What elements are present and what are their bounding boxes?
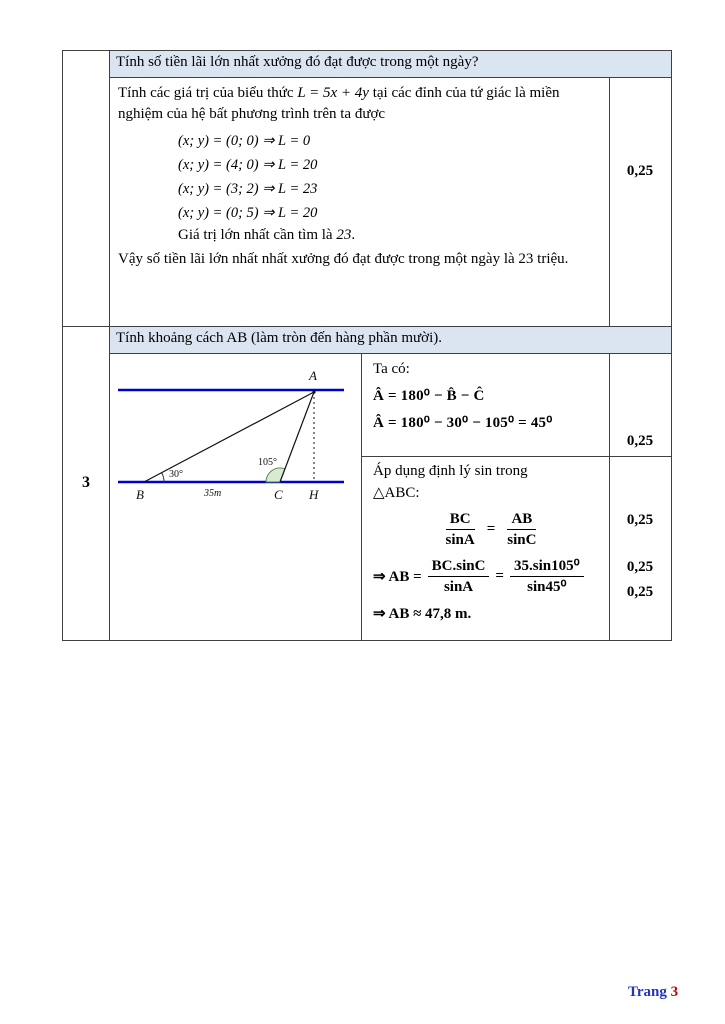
- question2-solution-cell: [109, 78, 609, 326]
- q3-result-line: ⇒ AB ≈ 47,8 m.: [373, 606, 472, 622]
- q3-part1-intro: Ta có:: [373, 361, 410, 377]
- table-vertical-border: [609, 353, 610, 640]
- table-horizontal-border: [361, 456, 671, 457]
- q3-part2-intro1: Áp dụng định lý sin trong: [373, 463, 528, 479]
- angle-c-label: 105°: [258, 457, 277, 468]
- q3-part2-cell: [361, 457, 609, 640]
- footer-page-number: 3: [670, 984, 679, 1000]
- q2-max-pre: Giá trị lớn nhất cần tìm là: [178, 226, 333, 243]
- table-vertical-border: [361, 353, 362, 640]
- fraction-bcsinc-sina: [428, 557, 490, 596]
- angle-b-arc: [162, 473, 164, 482]
- fraction-denominator: sin45⁰: [527, 579, 567, 595]
- segment-ca: [280, 392, 314, 482]
- fraction-bc-sina: [442, 510, 479, 549]
- score-badge: 0,25: [626, 512, 654, 528]
- q2-eval-line: (x; y) = (3; 2) ⇒ L = 23: [178, 180, 318, 197]
- figure-cell: [109, 354, 361, 640]
- triangle-figure: [112, 362, 357, 512]
- q3-part1-cell: [361, 354, 609, 456]
- fraction-numerator: BC: [446, 510, 475, 530]
- fraction-numerator: AB: [507, 510, 536, 530]
- score-badge: 0,25: [626, 163, 654, 179]
- q2-max-value: 23: [336, 226, 352, 243]
- q3-part1-score-cell: [609, 354, 671, 456]
- fraction-numerator: BC.sinC: [428, 557, 490, 577]
- law-of-sines-equation: [373, 510, 609, 549]
- label-c: C: [274, 487, 283, 502]
- q3-part2-score-cell: [609, 457, 671, 640]
- table-horizontal-border: [109, 353, 671, 354]
- q3-part2-intro2: △ABC:: [373, 485, 420, 501]
- footer-page-label: Trang: [628, 984, 667, 1000]
- q2-eval-line: (x; y) = (0; 5) ⇒ L = 20: [178, 204, 318, 221]
- table-horizontal-border: [63, 326, 671, 327]
- q2-eval-line: (x; y) = (0; 0) ⇒ L = 0: [178, 132, 311, 149]
- equals-sign: =: [495, 568, 504, 584]
- question2-score-cell: [609, 77, 671, 326]
- table-vertical-border: [609, 77, 610, 326]
- q2-eval-line: (x; y) = (4; 0) ⇒ L = 20: [178, 156, 318, 173]
- q2-objective-formula: L = 5x + 4y: [297, 85, 369, 101]
- q3-part1-line2: Â = 180⁰ − 30⁰ − 105⁰ = 45⁰: [373, 415, 553, 431]
- answer-table: [62, 50, 672, 641]
- q2-conclusion: Vậy số tiền lãi lớn nhất nhất xưởng đó đạt được trong một ngày là 23 triệu.: [118, 250, 569, 267]
- equals-sign: =: [486, 521, 496, 537]
- fraction-denominator: sinA: [443, 579, 474, 595]
- q3-part1-line1: Â = 180⁰ − B̂ − Ĉ: [373, 388, 485, 404]
- fraction-numerator: 35.sin105⁰: [510, 557, 584, 577]
- derive-prefix: ⇒ AB =: [373, 569, 422, 585]
- fraction-ab-sinc: [503, 510, 540, 549]
- score-badge: 0,25: [626, 559, 654, 575]
- score-badge: 0,25: [626, 584, 654, 600]
- q2-max-period: .: [351, 226, 356, 243]
- label-b: B: [136, 487, 144, 502]
- fraction-denominator: sinA: [445, 532, 475, 548]
- table-horizontal-border: [109, 77, 671, 78]
- q2-intro-post: tại các đỉnh của tứ giác là miền nghiệm của hệ bất phương trình trên ta được: [118, 85, 560, 123]
- score-badge: 0,25: [626, 433, 654, 449]
- label-a: A: [309, 368, 317, 383]
- question2-header-text: Tính số tiền lãi lớn nhất xưởng đó đạt được trong một ngày?: [116, 54, 479, 70]
- question3-header-cell: [109, 327, 671, 353]
- q2-intro-pre: Tính các giá trị của biểu thức: [118, 85, 294, 101]
- question3-header-text: Tính khoảng cách AB (làm tròn đến hàng phần mười).: [116, 330, 442, 346]
- question3-number: 3: [82, 474, 90, 491]
- base-length-label: 35m: [204, 488, 222, 499]
- page-footer: [628, 984, 678, 1001]
- question2-header-cell: [109, 51, 671, 77]
- fraction-denominator: sinC: [507, 532, 537, 548]
- table-vertical-border: [109, 51, 110, 640]
- ab-derivation-equation: [373, 557, 609, 596]
- q2-max-line: [178, 227, 601, 244]
- question3-number-cell: [63, 326, 109, 640]
- fraction-35sin105-sin45: [510, 557, 584, 596]
- angle-b-label: 30°: [169, 469, 183, 480]
- q2-evaluation-lines: [178, 129, 601, 225]
- q2-intro-paragraph: [118, 83, 601, 126]
- label-h: H: [309, 487, 319, 502]
- point-a-dot: [312, 390, 315, 393]
